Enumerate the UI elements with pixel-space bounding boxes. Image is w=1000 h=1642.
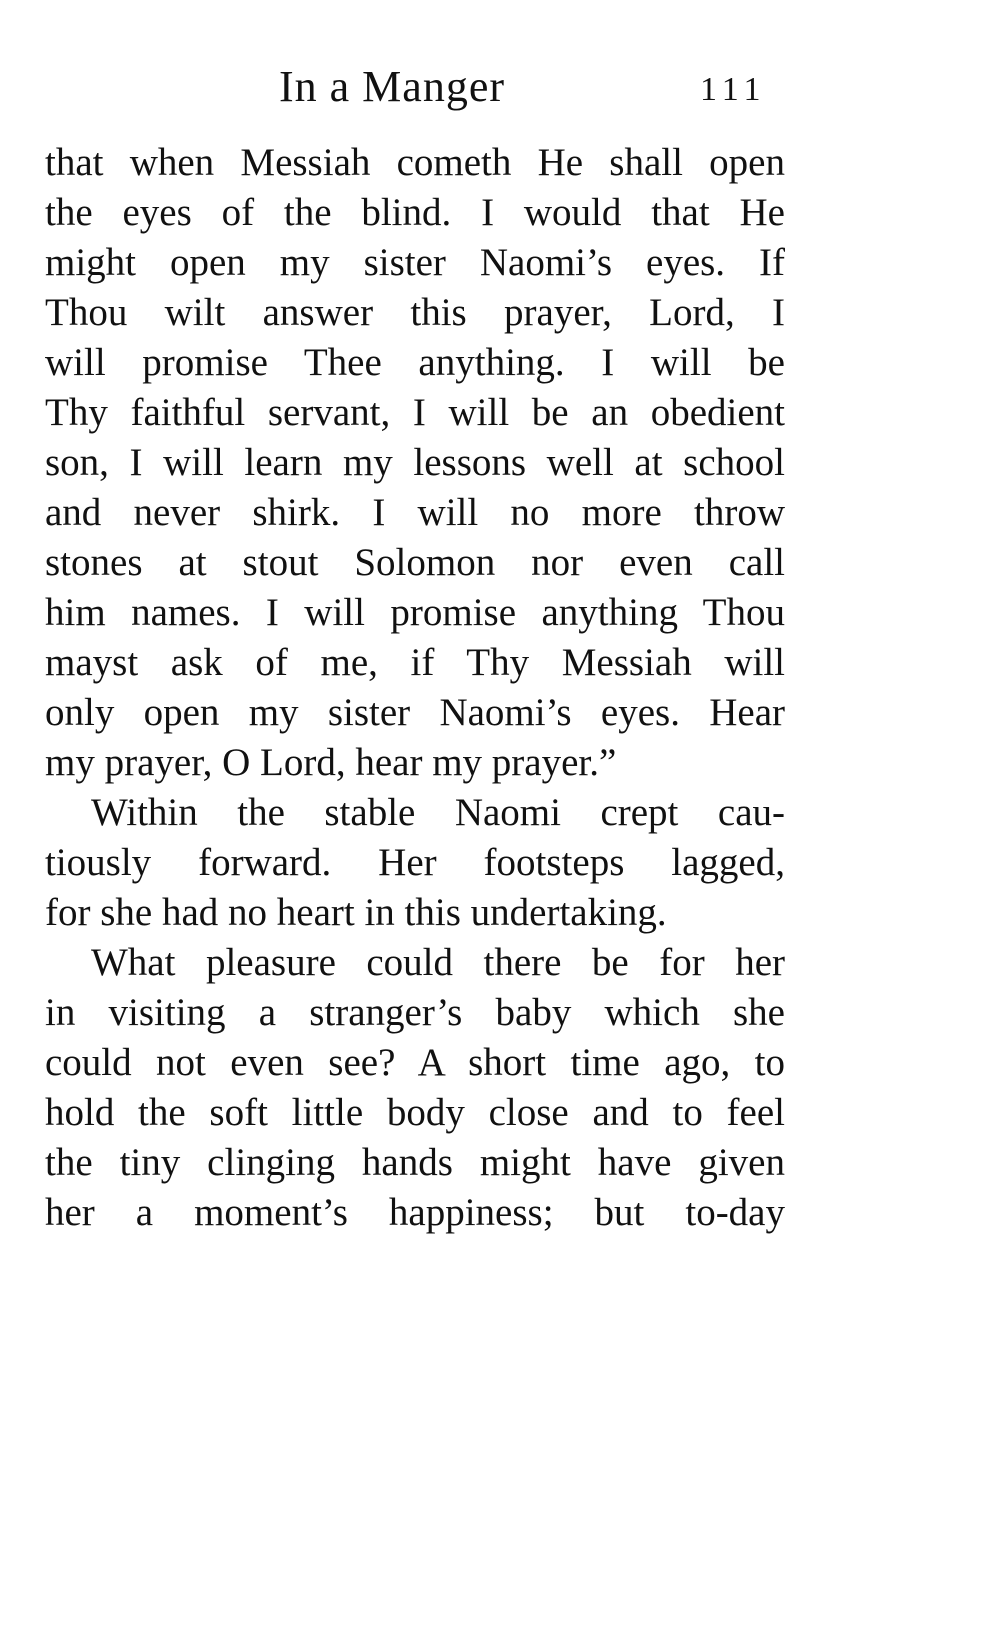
running-head	[0, 62, 1000, 112]
text-line: hold the soft little body close and to feel	[45, 1091, 785, 1134]
paragraph-start-line: What pleasure could there be for her	[91, 941, 785, 984]
text-line: son, I will learn my lessons well at school	[45, 441, 785, 484]
text-line: the tiny clinging hands might have given	[45, 1141, 785, 1184]
text-line: will promise Thee anything. I will be	[45, 341, 785, 384]
paragraph-start-line: Within the stable Naomi crept cau-	[91, 791, 785, 834]
paragraph-end-line: my prayer, O Lord, hear my prayer.”	[45, 741, 617, 784]
text-line: him names. I will promise anything Thou	[45, 591, 785, 634]
text-line: stones at stout Solomon nor even call	[45, 541, 785, 584]
text-line: her a moment’s happiness; but to-day	[45, 1191, 785, 1234]
chapter-title: In a Manger	[279, 62, 506, 111]
text-line: might open my sister Naomi’s eyes. If	[45, 241, 785, 284]
text-line: that when Messiah cometh He shall open	[45, 141, 785, 184]
page-number: 111	[700, 71, 767, 108]
paragraph-end-line: for she had no heart in this undertaking.	[45, 891, 667, 934]
text-line: could not even see? A short time ago, to	[45, 1041, 785, 1084]
text-line: only open my sister Naomi’s eyes. Hear	[45, 691, 785, 734]
text-line: mayst ask of me, if Thy Messiah will	[45, 641, 785, 684]
text-line: Thy faithful servant, I will be an obedient	[45, 391, 785, 434]
text-line: in visiting a stranger’s baby which she	[45, 991, 785, 1034]
text-line: tiously forward. Her footsteps lagged,	[45, 841, 785, 884]
text-line: and never shirk. I will no more throw	[45, 491, 785, 534]
text-line: the eyes of the blind. I would that He	[45, 191, 785, 234]
body-text	[45, 138, 785, 1238]
text-line: Thou wilt answer this prayer, Lord, I	[45, 291, 785, 334]
